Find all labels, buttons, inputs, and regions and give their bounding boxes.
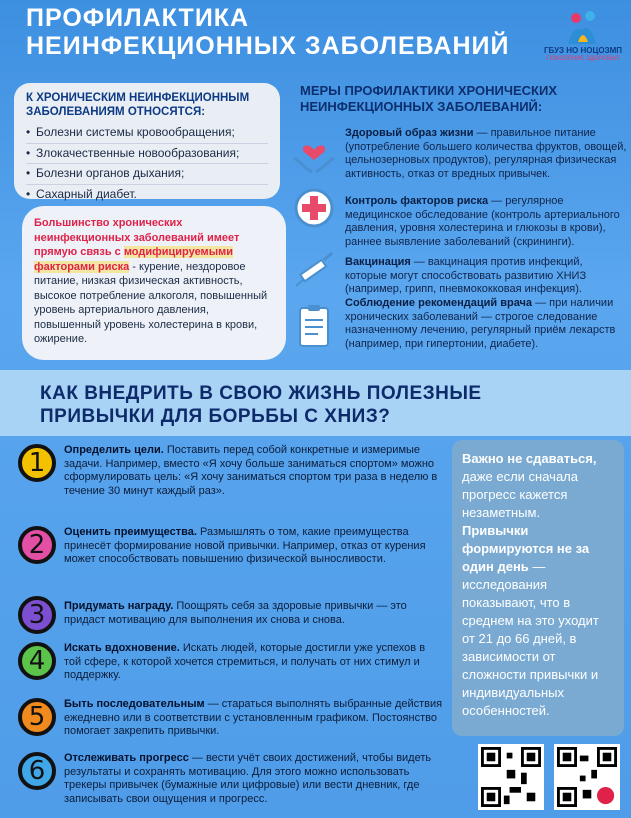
step-name: Отслеживать прогресс: [64, 752, 189, 764]
chronic-list: [26, 123, 268, 204]
step-text: [64, 526, 444, 567]
clipboard-icon: [290, 302, 338, 350]
measure-name: Вакцинация: [345, 256, 411, 268]
measures-title: МЕРЫ ПРОФИЛАКТИКИ ХРОНИЧЕСКИХ НЕИНФЕКЦИОННЫХ ЗАБОЛЕВАНИЙ:: [300, 83, 558, 114]
org-name: ГБУЗ НО НОЦОЗМП: [543, 46, 622, 55]
step-number-4: 4: [18, 642, 56, 680]
list-item: • Болезни системы кровообращения;: [26, 123, 268, 144]
step-number-6: 6: [18, 752, 56, 790]
measure-name: Контроль факторов риска: [345, 195, 489, 207]
risk-highlight: модифицируемыми факторами риска: [34, 246, 233, 273]
measure-doctor-recommendations: [345, 297, 627, 351]
title-line-2: НЕИНФЕКЦИОННЫХ ЗАБОЛЕВАНИЙ: [26, 32, 510, 60]
step-desc: — стараться выполнять выбранные действия ежедневно или в соответствии с установленным графиком. Постоянство помогает закрепить привычки.: [64, 698, 443, 738]
step-text: [64, 698, 444, 739]
banner-line-2: ПРИВЫЧКИ ДЛЯ БОРЬБЫ С ХНИЗ?: [40, 406, 391, 427]
banner-line-1: КАК ВНЕДРИТЬ В СВОЮ ЖИЗНЬ ПОЛЕЗНЫЕ: [40, 383, 482, 404]
chronic-title: К ХРОНИЧЕСКИМ НЕИНФЕКЦИОННЫМ ЗАБОЛЕВАНИЯМ ОТНОСЯТСЯ:: [26, 92, 250, 118]
org-sub: ПОКОЛЕНИЕ ЗДОРОВЬЯ: [546, 56, 620, 62]
step-text: [64, 444, 444, 498]
step-name: Определить цели.: [64, 444, 164, 456]
measure-text: — правильное питание (употребление большего количества фруктов, овощей, цельнозерновых продуктов), регулярная физическая активность, отказ от вредных привычек.: [345, 127, 627, 180]
habits-banner: [0, 370, 631, 436]
risk-lead: Большинство хронических неинфекционных заболеваний имеет прямую связь с: [34, 217, 240, 258]
banner-title: [40, 382, 482, 428]
title-line-1: ПРОФИЛАКТИКА: [26, 4, 250, 32]
step-text: [64, 752, 444, 806]
measure-healthy-lifestyle: [345, 127, 627, 181]
step-name: Оценить преимущества.: [64, 526, 197, 538]
measure-text: — вакцинация против инфекций, которые могут способствовать развитию ХНИЗ (например, грипп, пневмококковая инфекция).: [345, 256, 587, 296]
step-desc: Поставить перед собой конкретные и измеримые задачи. Например, вместо «Я хочу больше заниматься спортом» можно сформулировать цель: «Я хочу заниматься спортом три раза в неделю в течение 30 минут каждый раз».: [64, 444, 438, 497]
step-number-2: 2: [18, 526, 56, 564]
side-text-1: даже если сначала прогресс кажется незаметным.: [462, 469, 578, 520]
org-logo: [538, 6, 628, 66]
step-desc: — вести учёт своих достижений, чтобы видеть результаты и сохранять мотивацию. Для этого можно использовать трекеры привычек (бумажные или цифровые) или вести дневник, где записывать свои ощущения и прогресс.: [64, 752, 432, 805]
logo-icon: [538, 6, 628, 46]
qr-code-icon[interactable]: [478, 744, 544, 810]
measure-risk-control: [345, 195, 627, 249]
risk-factors-card: [22, 206, 286, 360]
measure-vaccination: [345, 256, 627, 297]
motivation-box: [452, 440, 624, 736]
step-desc: Поощрять себя за здоровые привычки — это придаст мотивацию для выполнения их снова и снова.: [64, 600, 407, 626]
chronic-diseases-card: [14, 83, 280, 199]
side-bold-2: Привычки формируются не за один день: [462, 523, 590, 574]
measure-name: Соблюдение рекомендаций врача: [345, 297, 533, 309]
step-number-1: 1: [18, 444, 56, 482]
step-number-5: 5: [18, 698, 56, 736]
measure-text: — регулярное медицинское обследование (контроль артериального давления, уровня холестерина и глюкозы в крови), раннее выявление заболеваний (скрининги).: [345, 195, 620, 248]
list-item: • Злокачественные новообразования;: [26, 144, 268, 165]
step-name: Искать вдохновение.: [64, 642, 180, 654]
medical-cross-icon: [290, 184, 338, 232]
page-title: [26, 4, 509, 60]
risk-rest: - курение, нездоровое питание, низкая физическая активность, высокое потребление алкоголя, повышенный уровень артериального давления, повышенный уровень холестерина в крови, ожирение.: [34, 260, 268, 345]
heart-hands-icon: [290, 128, 338, 176]
measure-text: — при наличии хронических заболеваний — строгое следование назначенному лечению, регулярный приём лекарств (например, при гипертонии, диабете).: [345, 297, 616, 350]
measure-name: Здоровый образ жизни: [345, 127, 474, 139]
list-item: • Болезни органов дыхания;: [26, 164, 268, 185]
step-text: [64, 642, 444, 683]
step-desc: Искать людей, которые достигли уже успехов в той сфере, к которой хочется стремиться, и получать от них стимул и поддержку.: [64, 642, 426, 682]
syringe-icon: [290, 246, 338, 294]
step-text: [64, 600, 444, 627]
step-name: Быть последовательным: [64, 698, 205, 710]
step-number-3: 3: [18, 596, 56, 634]
side-text-2: — исследования показывают, что в среднем на это уходит от 21 до 66 дней, в зависимости от сложности привычки и индивидуальных особенностей.: [462, 559, 599, 718]
list-item: • Сахарный диабет.: [26, 185, 268, 205]
step-name: Придумать награду.: [64, 600, 174, 612]
side-bold-1: Важно не сдаваться,: [462, 451, 597, 466]
step-desc: Размышлять о том, какие преимущества принесёт формирование новой привычки. Например, отказ от курения может способствовать повышению физической выносливости.: [64, 526, 426, 566]
qr-code-icon[interactable]: [554, 744, 620, 810]
